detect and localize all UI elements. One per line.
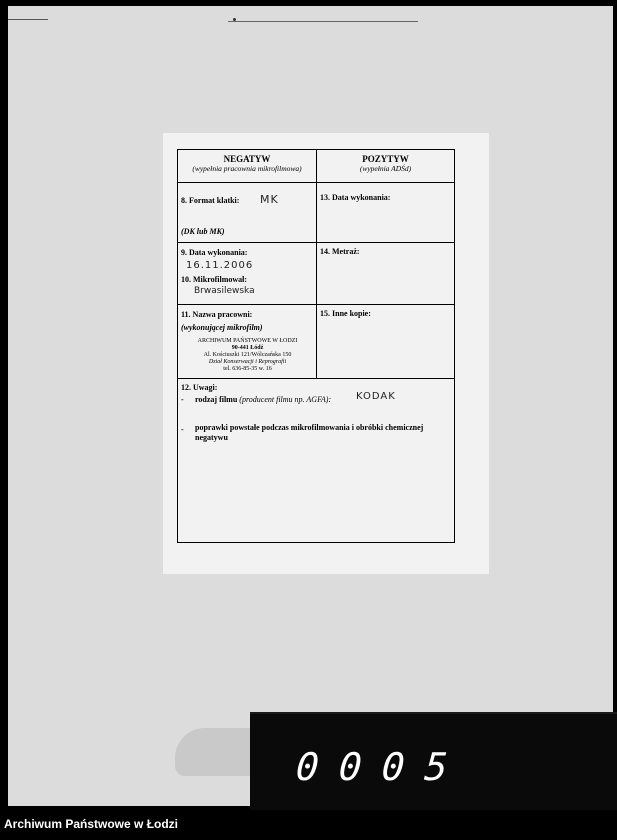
frame-counter: 0005 [294, 745, 470, 789]
top-mark [233, 18, 236, 21]
format-label: 8. Format klatki: [181, 196, 240, 205]
archive-stamp [178, 338, 317, 373]
pozytyw-subtitle: (wypełnia ADŚd) [359, 164, 412, 173]
stamp-line-2: 90-441 Łódź [231, 345, 264, 351]
bullet-1: - [181, 395, 184, 404]
stamp-line-3: Al. Kościuszki 121/Wólczańska 150 [203, 352, 292, 358]
inne-kopie-cell [317, 305, 454, 379]
corrections-text: poprawki powstałe podczas mikrofilmowania i obróbki chemicznej negatywu [195, 423, 424, 442]
microfilm-form [177, 149, 455, 543]
film-type-label: rodzaj filmu [195, 395, 238, 404]
film-type-line [195, 395, 331, 404]
stamp-line-5: tel. 636-85-35 w. 16 [223, 366, 272, 372]
pracownia-hint: (wykonującej mikrofilm) [181, 323, 263, 332]
pracownia-cell [178, 305, 317, 379]
top-rule-center [228, 21, 418, 22]
metraz-label: 14. Metraż: [320, 247, 360, 256]
pracownia-label: 11. Nazwa pracowni: [181, 310, 253, 319]
format-value: MK [260, 193, 279, 206]
negatyw-date-cell [178, 243, 317, 305]
uwagi-label: 12. Uwagi: [181, 383, 218, 392]
negatyw-header [178, 150, 317, 183]
negatyw-subtitle: (wypełnia pracownia mikrofilmowa) [192, 164, 302, 173]
negatyw-date-label: 9. Data wykonania: [181, 248, 248, 257]
pozytyw-title: POZYTYW [362, 154, 409, 164]
negatyw-title: NEGATYW [223, 154, 271, 164]
format-cell [178, 183, 317, 243]
footer-caption: Archiwum Państwowe w Łodzi [4, 817, 179, 831]
footer-bar [0, 810, 617, 840]
film-type-value: KODAK [356, 391, 396, 402]
metraz-cell [317, 243, 454, 305]
format-hint: (DK lub MK) [181, 227, 225, 236]
inne-kopie-label: 15. Inne kopie: [320, 309, 371, 318]
film-smear [175, 728, 250, 776]
stamp-line-1: ARCHIWUM PAŃSTWOWE W ŁODZI [197, 338, 298, 344]
mikrofilmowal-signature: Brwasilewska [194, 286, 255, 296]
pozytyw-date-cell [317, 183, 454, 243]
stamp-line-4: Dział Konserwacji i Reprografii [208, 359, 287, 365]
negatyw-date-value: 16.11.2006 [186, 260, 254, 271]
top-rule-left [8, 19, 48, 20]
pozytyw-date-label: 13. Data wykonania: [320, 193, 391, 202]
uwagi-cell [178, 379, 454, 542]
bullet-2: - [181, 425, 184, 434]
mikrofilmowal-label: 10. Mikrofilmował: [181, 275, 248, 284]
film-type-hint: (producent filmu np. AGFA): [239, 395, 332, 404]
pozytyw-header [317, 150, 454, 183]
